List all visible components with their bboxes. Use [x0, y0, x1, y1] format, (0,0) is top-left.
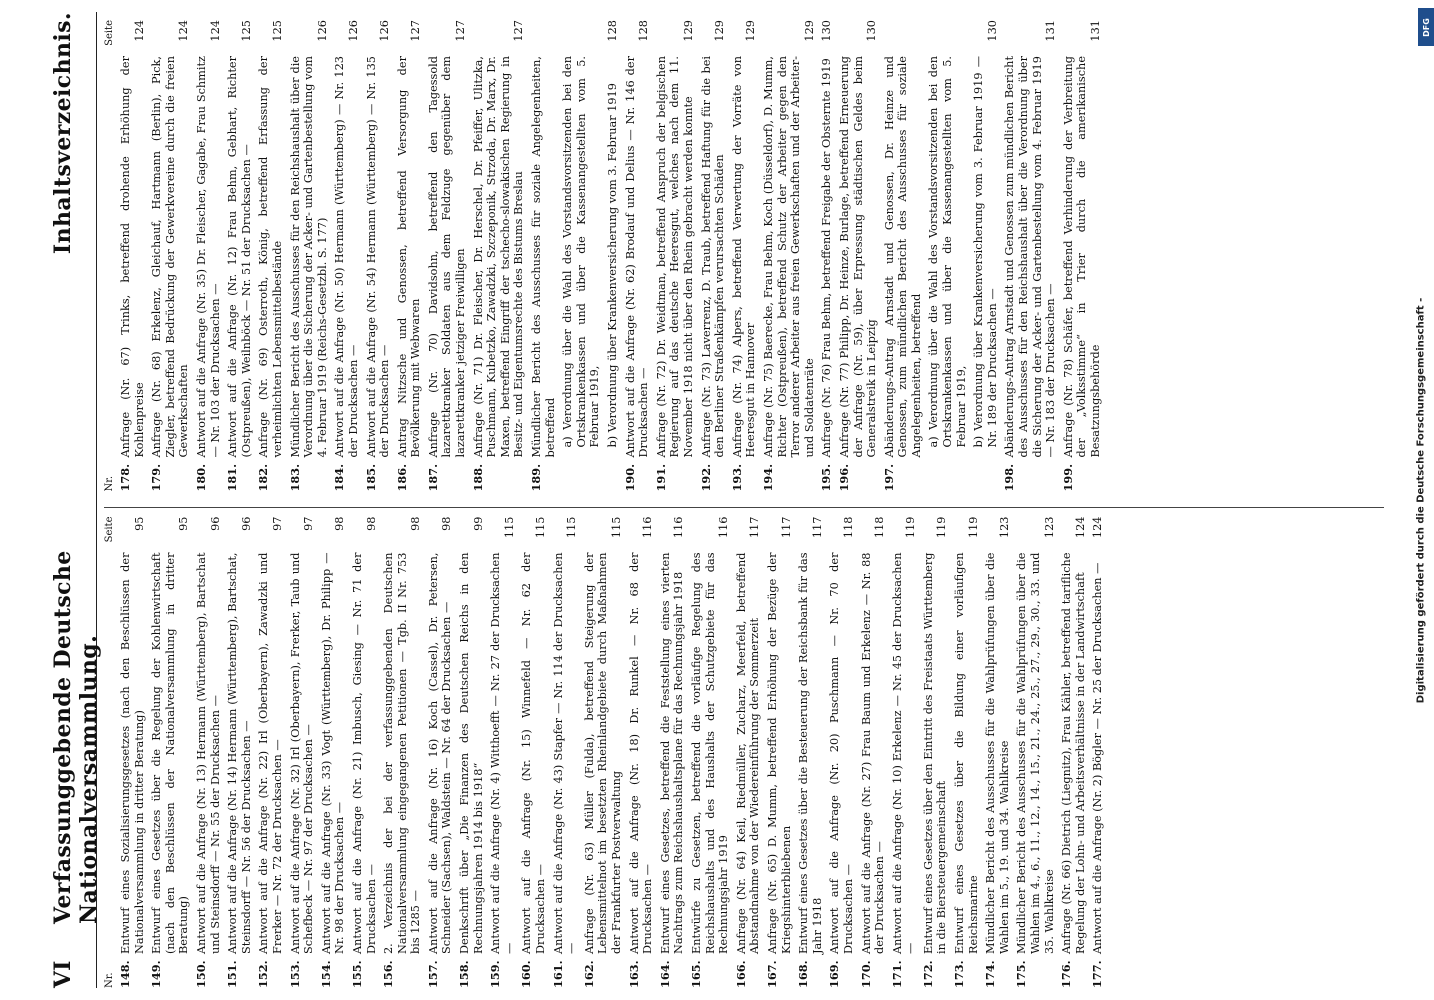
entry-text: Antwort auf die Anfrage (Nr. 22) Irl (Oberbayern), Zawadzki und Frerker — Nr. 72 der Drucksachen —: [257, 552, 284, 954]
toc-entry: [766, 517, 793, 989]
toc-entry: [365, 20, 392, 492]
entry-number: 197.: [881, 463, 896, 492]
toc-entry: [530, 20, 557, 492]
toc-entry: [583, 517, 624, 989]
entry-text: Anfrage (Nr. 74) Alpers, betreffend Verwertung der Vorräte von Heeresgut in Hannover: [730, 56, 758, 458]
toc-columns: [104, 12, 1384, 988]
toc-entry: [838, 20, 879, 492]
entry-page: 130: [820, 20, 834, 42]
entry-text: a) Verordnung über die Wahl des Vorstandsvorsitzenden bei den Ortskrankenkassen und über die Kassenangestellten vom 5. Februar 1919,: [561, 56, 602, 448]
entry-text: b) Verordnung über Krankenversicherung vom 3. Februar 1919 — Nr. 189 der Drucksachen —: [972, 56, 999, 448]
entry-number: 160.: [519, 960, 534, 988]
entry-page: 125: [239, 20, 253, 42]
entry-number: 156.: [381, 960, 396, 988]
entry-page: 98: [333, 516, 347, 531]
entry-number: [927, 454, 968, 482]
entry-number: 148.: [118, 960, 132, 988]
entry-number: 191.: [653, 463, 668, 492]
entry-number: 155.: [349, 960, 364, 988]
toc-entry: [458, 517, 485, 989]
entry-text: Antwort auf die Anfrage (Nr. 16) Koch (Cassel), Dr. Petersen, Schneider (Sachsen), Waldstein — Nr. 64 der Drucksachen —: [426, 552, 454, 954]
entry-text: Entwurf eines Gesetzes über die Regelung der Kohlenwirtschaft (nach den Beschlüssen der Nationalversammlung in dritter Beratung): [150, 552, 191, 954]
toc-entry: [797, 517, 824, 989]
entry-number: 177.: [1090, 960, 1105, 988]
toc-entry: [552, 517, 579, 989]
toc-entry: [561, 20, 602, 482]
entry-text: Anfrage (Nr. 66) Dietrich (Liegnitz), Frau Kähler, betreffend tarifliche Regelung der Lohn- und Arbeitsverhältnisse in der Landwirtschaft: [1060, 552, 1087, 954]
entry-number: 167.: [764, 960, 779, 988]
entry-page: 123: [997, 516, 1011, 539]
entry-page: 97: [302, 516, 316, 531]
entry-page: 124: [177, 20, 191, 42]
toc-entry: [1003, 20, 1057, 492]
entry-page: 128: [606, 20, 619, 42]
entry-number: 187.: [425, 463, 440, 492]
entry-number: [606, 454, 620, 482]
entry-page: 98: [409, 516, 423, 531]
entry-number: 163.: [626, 960, 641, 988]
page-header: [50, 12, 102, 988]
toc-entry: [984, 517, 1011, 989]
toc-entry: [735, 517, 762, 989]
toc-entry: [119, 517, 146, 989]
entry-text: Anfrage (Nr. 77) Philipp, Dr. Heinze, Burlage, betreffend Erneuerung der Anfrage (Nr. 59), über Erpressung städtischen Geldes beim Generalstreik in Leipzig: [837, 56, 879, 458]
entry-number: 165.: [688, 960, 703, 988]
entry-page: 123: [1042, 516, 1056, 539]
toc-entry: [257, 517, 284, 989]
entry-text: Antrag Nitzsche und Genossen, betreffend Versorgung der Bevölkerung mit Webwaren: [395, 56, 423, 458]
page-number-roman: VI: [50, 960, 76, 988]
entry-text: Entwurf eines Sozialisierungsgesetzes (nach den Beschlüssen der Nationalversammlung in dritter Beratung): [119, 552, 146, 954]
entry-page: 127: [512, 20, 526, 42]
entry-page: 124: [132, 20, 146, 42]
entry-page: 115: [610, 516, 623, 539]
toc-entry: [700, 20, 727, 492]
entry-number: 180.: [193, 463, 208, 492]
entry-page: 119: [904, 516, 918, 539]
entry-page: 115: [565, 516, 579, 539]
entry-text: Anfrage (Nr. 69) Osterroth, König, betreffend Erfassung der verheimlichten Lebensmittelbestände: [257, 56, 284, 458]
entry-text: Antwort auf die Anfrage (Nr. 50) Hermann (Württemberg) — Nr. 123 der Drucksachen —: [333, 56, 360, 458]
entry-text: Anfrage (Nr. 70) Davidsohn, betreffend den Tagessold lazarettkranker Soldaten aus dem Feldzuge gegenüber dem lazarettkranker jetziger Freiwilligen: [426, 56, 468, 458]
entry-text: a) Verordnung über die Wahl des Vorstandsvorsitzenden bei den Ortskrankenkassen und über die Kassenangestellten vom 5. Februar 1919,: [927, 56, 968, 448]
entry-text: Abänderungs-Antrag Arnstadt und Genossen, Dr. Heinze und Genossen, zum mündlichen Bericht des Ausschusses für soziale Angelegenheiten, betreffend: [882, 56, 923, 458]
entry-text: Anfrage (Nr. 64) Keil, Riedmüller, Zucharz, Meerfeld, betreffend Abstandnahme von der Wiedereinführung der Sommerzeit: [734, 552, 762, 954]
entry-text: Anfrage (Nr. 72) Dr. Weidtman, betreffend Anspruch der belgischen Regierung auf das deutsche Heeresgut, welches nach dem 11. November 1918 nicht über den Rhein gebracht werden konnte: [654, 56, 695, 458]
entry-number: 149.: [149, 960, 164, 988]
entry-page: 125: [270, 20, 284, 42]
entry-text: Antwort auf die Anfrage (Nr. 20) Puschmann — Nr. 70 der Drucksachen —: [828, 552, 855, 954]
entry-page: 124: [1091, 516, 1105, 539]
toc-entry: [119, 20, 146, 492]
toc-entry: [289, 20, 330, 492]
entry-text: Antwort auf die Anfrage (Nr. 2) Bögler — Nr. 25 der Drucksachen —: [1091, 562, 1105, 954]
entry-page: 97: [270, 516, 284, 531]
entry-text: Anfrage (Nr. 65) D. Mumm, betreffend Erhöhung der Bezüge der Kriegshinterbliebenen: [765, 552, 793, 954]
toc-entry: [606, 20, 620, 482]
entry-number: 159.: [488, 960, 503, 988]
entry-page: 129: [713, 20, 727, 42]
toc-entry: [520, 517, 547, 989]
entry-text: Entwürfe zu Gesetzen, betreffend die vorläufige Regelung des Reichshaushalts und des Haushalts der Schutzgebiete für das Rechnungsjahr 1919: [689, 552, 731, 954]
entry-page: 116: [641, 516, 655, 539]
entry-number: 175.: [1014, 960, 1029, 988]
entry-text: Mündlicher Bericht des Ausschusses für die Wahlprüfungen über die Wahlen im 5., 19. und 34. Wahlkreise: [984, 552, 1011, 954]
entry-number: 154.: [318, 960, 333, 988]
toc-entry: [150, 20, 191, 492]
toc-entry: [351, 517, 378, 989]
digitization-note: [1408, 0, 1434, 1000]
entry-text: 2. Verzeichnis der bei der verfassunggebenden Deutschen Nationalversammlung eingegangenen Petitionen — Tgb. II Nr. 753 bis 1285 —: [382, 552, 423, 954]
entry-number: 179.: [149, 463, 164, 492]
entry-text: Anfrage (Nr. 68) Erkelenz, Gleichauf, Hartmann (Berlin), Pick, Ziegler, betreffend Bedrückung der Gewerkvereine durch die freien Gewerkschaften: [150, 56, 191, 458]
entry-text: Anfrage (Nr. 76) Frau Behm, betreffend Freigabe der Obsternte 1919: [820, 58, 834, 458]
entry-number: 151.: [225, 960, 240, 988]
entry-number: 166.: [733, 960, 748, 988]
toc-entry: [624, 20, 651, 492]
entry-text: Anfrage (Nr. 78) Schäfer, betreffend Verhinderung der Verbreitung der „Volksstimme“ in Trier durch die amerikanische Besatzungsbehörde: [1061, 56, 1102, 458]
entry-number: 171.: [889, 960, 904, 988]
toc-entry: [883, 20, 924, 492]
toc-entry: [289, 517, 316, 989]
column-head-nr: Nr.: [104, 972, 115, 988]
digitization-note-text: Digitalisierung gefördert durch die Deutsche Forschungsgemeinschaft -: [1415, 297, 1427, 703]
toc-entry: [927, 20, 968, 482]
entry-number: 168.: [796, 960, 811, 988]
entry-text: Antwort auf die Anfrage (Nr. 62) Brodauf und Delius — Nr. 146 der Drucksachen —: [623, 56, 651, 458]
entry-number: 185.: [363, 463, 378, 492]
dfg-logo: [1418, 8, 1434, 46]
entry-text: Entwurf eines Gesetzes über die Bildung einer vorläufigen Reichsmarine: [953, 552, 980, 954]
entry-number: 192.: [698, 463, 713, 492]
entry-page: 126: [346, 20, 360, 42]
entry-number: [561, 454, 602, 482]
toc-entry: [320, 517, 347, 989]
entry-number: 188.: [470, 463, 485, 492]
entry-text: Antwort auf die Anfrage (Nr. 33) Vogt (Württemberg), Dr. Philipp — Nr. 98 der Drucksachen —: [319, 552, 347, 954]
toc-entry: [226, 517, 253, 989]
toc-column-right: [104, 12, 1384, 492]
entry-page: 126: [315, 20, 329, 42]
entry-number: 196.: [836, 463, 851, 492]
entry-number: 183.: [287, 463, 302, 492]
toc-entry: [820, 20, 834, 492]
toc-entries-right: [119, 20, 1103, 492]
entry-number: 186.: [394, 463, 409, 492]
toc-entry: [828, 517, 855, 989]
entry-page: 124: [1073, 516, 1087, 539]
entry-page: 115: [502, 516, 516, 539]
entry-text: Entwurf eines Gesetzes über die Besteuerung der Reichsbank für das Jahr 1918: [797, 552, 824, 954]
entry-page: 115: [534, 516, 548, 539]
dfg-logo-text: DFG: [1421, 17, 1431, 37]
entry-number: 182.: [256, 463, 271, 492]
entry-page: 131: [1089, 20, 1102, 42]
entry-text: Antwort auf die Anfrage (Nr. 32) Irl (Oberbayern), Frerker, Taub und Schefbeck — Nr. 97 der Drucksachen —: [288, 552, 316, 954]
entry-page: 96: [239, 516, 253, 531]
toc-entry: [690, 517, 731, 989]
entry-page: 96: [208, 516, 222, 531]
column-head: [104, 517, 115, 989]
entry-number: 152.: [256, 960, 271, 988]
entry-page: 130: [985, 20, 999, 42]
toc-entry: [257, 20, 284, 492]
toc-entry: [1060, 517, 1087, 989]
entry-text: Mündlicher Bericht des Ausschusses für soziale Angelegenheiten, betreffend: [530, 56, 557, 458]
entry-number: 178.: [118, 463, 132, 492]
entry-page: 117: [748, 516, 762, 539]
toc-entry: [489, 517, 516, 989]
toc-entry: [922, 517, 949, 989]
toc-entry: [1015, 517, 1056, 989]
entry-text: Anfrage (Nr. 71) Dr. Fleischer, Dr. Herschel, Dr. Pfeiffer, Ulitzka, Puschmann, Kubetzko, Zawadzki, Szczeponik, Strzoda, Dr. Marx, Dr. Maxen, betreffend Eingriff der tschecho-slowakischen Regierung in Besitz- und Eigentumsrechte des Bistums Breslau: [471, 56, 526, 458]
toc-entry: [396, 20, 423, 492]
entry-number: 164.: [657, 960, 672, 988]
entry-text: Antwort auf die Anfrage (Nr. 35) Dr. Fleischer, Gagabe, Frau Schmitz — Nr. 103 der Drucksachen —: [194, 56, 222, 458]
toc-entry: [195, 20, 222, 492]
entry-page: 119: [966, 516, 980, 539]
entry-page: 128: [637, 20, 651, 42]
page-subtitle: Inhaltsverzeichnis.: [50, 12, 76, 255]
column-head: [104, 20, 115, 492]
entry-text: Anfrage (Nr. 67) Trinks, betreffend drohende Erhöhung der Kohlenpreise: [119, 56, 146, 458]
entry-number: 169.: [827, 960, 842, 988]
entry-number: 174.: [983, 960, 998, 988]
entry-number: 176.: [1059, 960, 1074, 988]
entry-text: Antwort auf die Anfrage (Nr. 10) Erkelenz — Nr. 45 der Drucksachen —: [890, 552, 918, 954]
toc-entries-left: [119, 517, 1105, 989]
toc-entry: [628, 517, 655, 989]
entry-number: 173.: [952, 960, 967, 988]
entry-number: 198.: [1002, 463, 1017, 492]
entry-text: Abänderungs-Antrag Arnstadt und Genossen zum mündlichen Bericht des Ausschusses für den Reichshaushalt über die Verordnung über die Sicherung der Acker- und Gartenbestellung vom 4. Februar 1919 — Nr. 183 der Drucksachen —: [1003, 56, 1058, 458]
entry-page: 95: [132, 516, 146, 531]
entry-page: 131: [1044, 20, 1058, 42]
entry-text: Antwort auf die Anfrage (Nr. 54) Hermann (Württemberg) — Nr. 135 der Drucksachen —: [364, 56, 392, 458]
entry-text: Mündlicher Bericht des Ausschusses für die Wahlprüfungen über die Wahlen im 4., 6., 11., 12., 14., 15., 21., 24., 25., 27., 29., 30., 33. und 35. Wahlkreise: [1015, 552, 1056, 954]
column-head-seite: Seite: [104, 20, 115, 46]
entry-page: 98: [364, 516, 378, 531]
entry-text: Antwort auf die Anfrage (Nr. 4) Witthoefft — Nr. 27 der Drucksachen —: [489, 552, 516, 954]
toc-entry: [1091, 517, 1105, 989]
entry-page: 99: [471, 516, 485, 531]
entry-page: 116: [672, 516, 686, 539]
entry-text: Antwort auf die Anfrage (Nr. 21) Imbusch, Giesing — Nr. 71 der Drucksachen —: [350, 552, 378, 954]
column-head-seite: Seite: [104, 516, 115, 543]
entry-number: 150.: [193, 960, 208, 988]
toc-entry: [953, 517, 980, 989]
entry-number: 194.: [760, 463, 775, 492]
toc-entry: [382, 517, 423, 989]
toc-entry: [195, 517, 222, 989]
entry-number: 190.: [622, 463, 637, 492]
entry-number: [972, 454, 999, 482]
entry-page: 118: [841, 516, 855, 539]
entry-text: Entwurf eines Gesetzes, betreffend die Feststellung eines vierten Nachtrags zum Reichshaushaltsplane für das Rechnungsjahr 1918: [658, 552, 686, 954]
entry-page: 124: [208, 20, 222, 42]
entry-page: 95: [177, 516, 191, 531]
entry-number: 153.: [287, 960, 302, 988]
entry-number: 195.: [819, 463, 834, 492]
entry-number: 172.: [920, 960, 935, 988]
toc-entry: [659, 517, 686, 989]
entry-text: Antwort auf die Anfrage (Nr. 12) Frau Behm, Gebhart, Richter (Ostpreußen), Weilnböck — Nr. 51 der Drucksachen —: [226, 56, 253, 458]
entry-text: Mündlicher Bericht des Ausschusses für den Reichshaushalt über die Verordnung über die Sicherung der Acker- und Gartenbestellung vom 4. Februar 1919 (Reichs-Gesetzbl. S. 177): [288, 56, 329, 458]
column-head-nr: Nr.: [104, 475, 115, 492]
toc-entry: [891, 517, 918, 989]
entry-text: Antwort auf die Anfrage (Nr. 14) Hermann (Württemberg), Bartschat, Steinsdorff — Nr. 56 der Drucksachen —: [226, 552, 253, 954]
toc-entry: [731, 20, 758, 492]
entry-text: Anfrage (Nr. 75) Baerecke, Frau Behm, Koch (Düsseldorf), D. Mumm, Richter (Ostpreußen), betreffend Schutz der Arbeiter gegen den Terror anderer Arbeiter aus freien Gewerkschaften und der Arbeiter- und Soldatenräte: [761, 56, 816, 458]
entry-text: Antwort auf die Anfrage (Nr. 13) Hermann (Württemberg), Bartschat und Steinsdorff — Nr. 55 der Drucksachen —: [194, 552, 222, 954]
entry-text: Anfrage (Nr. 73) Laverrenz, D. Traub, betreffend Haftung für die bei den Berliner Straßenkämpfen verursachten Schäden: [699, 56, 727, 458]
toc-entry: [427, 517, 454, 989]
entry-page: 119: [935, 516, 949, 539]
toc-entry: [1062, 20, 1103, 492]
toc-entry: [150, 517, 191, 989]
entry-page: 129: [802, 20, 816, 42]
entry-page: 126: [378, 20, 392, 42]
toc-column-left: [104, 508, 1384, 989]
entry-text: Antwort auf die Anfrage (Nr. 27) Frau Baum und Erkelenz — Nr. 88 der Drucksachen —: [859, 552, 887, 954]
toc-entry: [762, 20, 816, 492]
entry-text: Entwurf eines Gesetzes über den Eintritt des Freistaats Württemberg in die Biersteuergemeinschaft: [921, 552, 949, 954]
page-title: Verfassunggebende Deutsche Nationalversammlung.: [50, 550, 102, 924]
entry-number: 184.: [332, 463, 347, 492]
entry-number: 158.: [457, 960, 472, 988]
entry-text: Antwort auf die Anfrage (Nr. 15) Winnefeld — Nr. 62 der Drucksachen —: [520, 552, 548, 954]
toc-entry: [972, 20, 999, 482]
entry-text: Anfrage (Nr. 63) Müller (Fulda), betreffend Steigerung der Lebensmittelnot im besetzten Rheinlandgebiete durch Maßnahmen der Frankfurter Postverwaltung: [582, 552, 623, 954]
entry-page: 117: [779, 516, 793, 539]
entry-page: 116: [717, 516, 731, 539]
entry-text: b) Verordnung über Krankenversicherung vom 3. Februar 1919: [606, 83, 619, 448]
entry-number: 157.: [425, 960, 440, 988]
toc-entry: [333, 20, 360, 492]
entry-number: 193.: [729, 463, 744, 492]
entry-page: 98: [440, 516, 454, 531]
entry-number: 162.: [581, 960, 596, 988]
entry-page: 117: [810, 516, 824, 539]
toc-entry: [427, 20, 468, 492]
entry-text: Denkschrift über „Die Finanzen des Deutschen Reichs in den Rechnungsjahren 1914 bis 1918“: [458, 552, 485, 954]
entry-page: 129: [681, 20, 695, 42]
entry-text: Antwort auf die Anfrage (Nr. 43) Stapfer — Nr. 114 der Drucksachen —: [551, 552, 579, 954]
entry-page: 130: [865, 20, 879, 42]
entry-number: 189.: [529, 463, 544, 492]
entry-number: 181.: [225, 463, 240, 492]
entry-number: 170.: [858, 960, 873, 988]
entry-number: 161.: [550, 960, 565, 988]
toc-entry: [226, 20, 253, 492]
entry-page: 129: [744, 20, 758, 42]
entry-number: 199.: [1060, 463, 1075, 492]
toc-entry: [655, 20, 696, 492]
toc-entry: [472, 20, 526, 492]
toc-entry: [860, 517, 887, 989]
entry-page: 118: [873, 516, 887, 539]
entry-page: 127: [409, 20, 423, 42]
entry-page: 127: [454, 20, 468, 42]
entry-text: Antwort auf die Anfrage (Nr. 18) Dr. Runkel — Nr. 68 der Drucksachen —: [627, 552, 655, 954]
